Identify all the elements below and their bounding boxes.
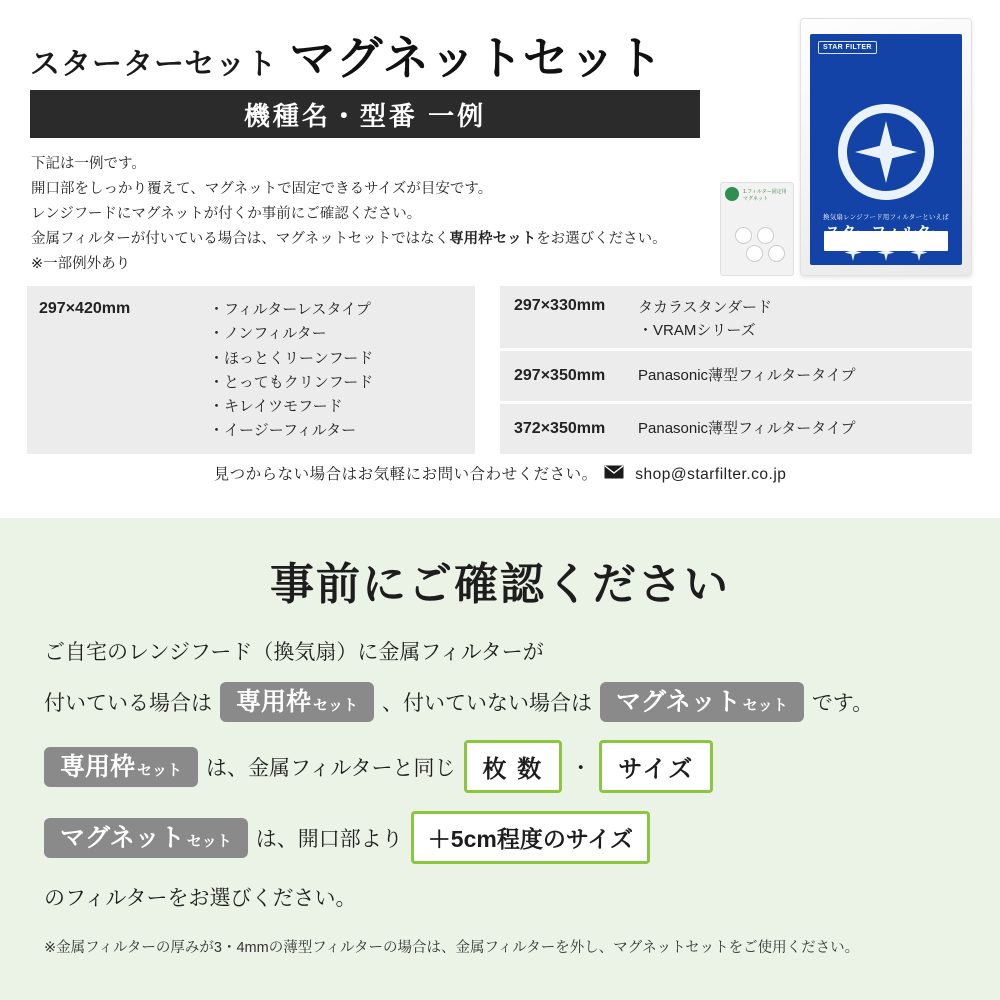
list-item: ・フィルターレスタイプ: [209, 301, 371, 318]
magnet-pack-image: [720, 182, 794, 276]
note-bold-fragment: 専用枠セット: [449, 230, 537, 247]
product-image: [720, 14, 980, 286]
bottom-line-2-text-c: です。: [811, 692, 874, 716]
star-emblem-icon: [838, 104, 934, 200]
package-front: [810, 34, 962, 265]
table-row-desc: Panasonic薄型フィルタータイプ: [638, 366, 856, 384]
four-point-star-icon: [855, 121, 917, 183]
bottom-footnote: ※金属フィルターの厚みが3・4mmの薄型フィルターの場合は、金属フィルターを外し、マグネットセットをご使用ください。: [44, 940, 860, 956]
note-line-3: レンジフードにマグネットが付くか事前にご確認ください。: [31, 205, 422, 222]
bottom-line-5: [44, 882, 964, 912]
note-line-4: 金属フィルターが付いている場合は、マグネットセットではなく専用枠セットをお選びください。: [31, 230, 667, 247]
brand-logo: STAR FILTER: [818, 41, 877, 54]
mail-icon: [604, 465, 624, 484]
bottom-line-2: [44, 682, 964, 722]
package-subtext: 換気扇レンジフード用フィルターといえば: [823, 214, 949, 221]
contact-email[interactable]: shop@starfilter.co.jp: [635, 466, 787, 483]
contact-text: 見つからない場合はお気軽にお問い合わせください。: [213, 466, 598, 483]
bottom-line-3-text: は、金属フィルターと同じ: [206, 756, 456, 780]
bottom-body: [44, 636, 964, 930]
highlight-size: サイズ: [599, 740, 713, 793]
badge-frame-set: [220, 682, 374, 722]
title-big: マグネットセット: [289, 32, 664, 84]
filter-package-image: [800, 18, 972, 276]
bottom-line-2-text-a: 付いている場合は: [44, 692, 212, 716]
list-item: ・キレイツモフード: [209, 398, 343, 416]
magnet-disc-icon: [757, 227, 774, 244]
table-row-desc: Panasonic薄型フィルタータイプ: [638, 419, 856, 437]
badge-magnet-set-main: マグネット: [616, 688, 741, 716]
magnet-disc-icon: [768, 245, 785, 262]
list-item: ・とってもクリンフード: [209, 373, 374, 391]
bottom-section: [0, 518, 1000, 1000]
list-item: ・ノンフィルター: [209, 325, 327, 343]
table-row: [500, 351, 972, 401]
table-row: [500, 286, 972, 348]
badge-frame-set-sub: セット: [137, 761, 183, 779]
badge-magnet-set: [44, 818, 248, 858]
badge-frame-set-sub: セット: [313, 697, 359, 714]
highlight-count: 枚 数: [464, 740, 563, 793]
bottom-line-1-text: ご自宅のレンジフード（換気扇）に金属フィルターが: [44, 641, 544, 664]
badge-frame-set-main: 専用枠: [60, 752, 136, 781]
list-item: ・イージーフィルター: [209, 422, 357, 440]
bottom-line-3: [44, 740, 964, 793]
table-row-size: 297×350mm: [514, 367, 606, 384]
magnet-pack-label: 1.フィルター固定用マグネット: [743, 189, 787, 202]
note-line-5: ※一部例外あり: [31, 255, 131, 272]
badge-magnet-set-main: マグネット: [60, 823, 185, 852]
note-line-2: 開口部をしっかり覆えて、マグネットで固定できるサイズが目安です。: [31, 180, 493, 197]
magnet-disc-icon: [735, 227, 752, 244]
badge-frame-set: [44, 747, 198, 787]
notes-block: [31, 152, 711, 277]
table-left: [27, 286, 475, 454]
table-row-size: 372×350mm: [514, 420, 606, 437]
table-row-size: 297×330mm: [514, 297, 606, 314]
title-small: スターターセット: [30, 48, 278, 81]
badge-frame-set-main: 専用枠: [236, 688, 312, 716]
package-white-bar: [824, 231, 948, 251]
table-right: [500, 286, 972, 457]
highlight-plus5cm: ＋5cm程度のサイズ: [411, 811, 650, 864]
table-left-items: [209, 298, 373, 444]
magnet-pack-logo-icon: [725, 187, 739, 201]
table-left-size: 297×420mm: [39, 300, 131, 317]
bottom-line-4-text: は、開口部より: [255, 827, 403, 851]
badge-magnet-set-sub: セット: [742, 697, 788, 714]
table-row-desc: タカラスタンダード ・VRAMシリーズ: [638, 299, 772, 339]
badge-magnet-set-sub: セット: [186, 832, 232, 850]
note-line-1: 下記は一例です。: [31, 156, 146, 172]
bottom-line-1: [44, 636, 964, 666]
contact-line: [0, 462, 1000, 484]
bottom-line-2-text-b: 、付いていない場合は: [382, 692, 593, 716]
bottom-line-3-dot: ・: [570, 756, 592, 780]
list-item: ・ほっとくリーンフード: [209, 349, 374, 367]
section-header-bar: 機種名・型番 一例: [30, 90, 700, 138]
bottom-title: 事前にご確認ください: [270, 560, 730, 609]
page-title: [30, 22, 664, 88]
badge-magnet-set: [600, 682, 804, 722]
table-row: [500, 404, 972, 454]
magnet-disc-icon: [746, 245, 763, 262]
bottom-line-5-text: のフィルターをお選びください。: [44, 887, 357, 911]
bottom-line-4: [44, 811, 964, 864]
